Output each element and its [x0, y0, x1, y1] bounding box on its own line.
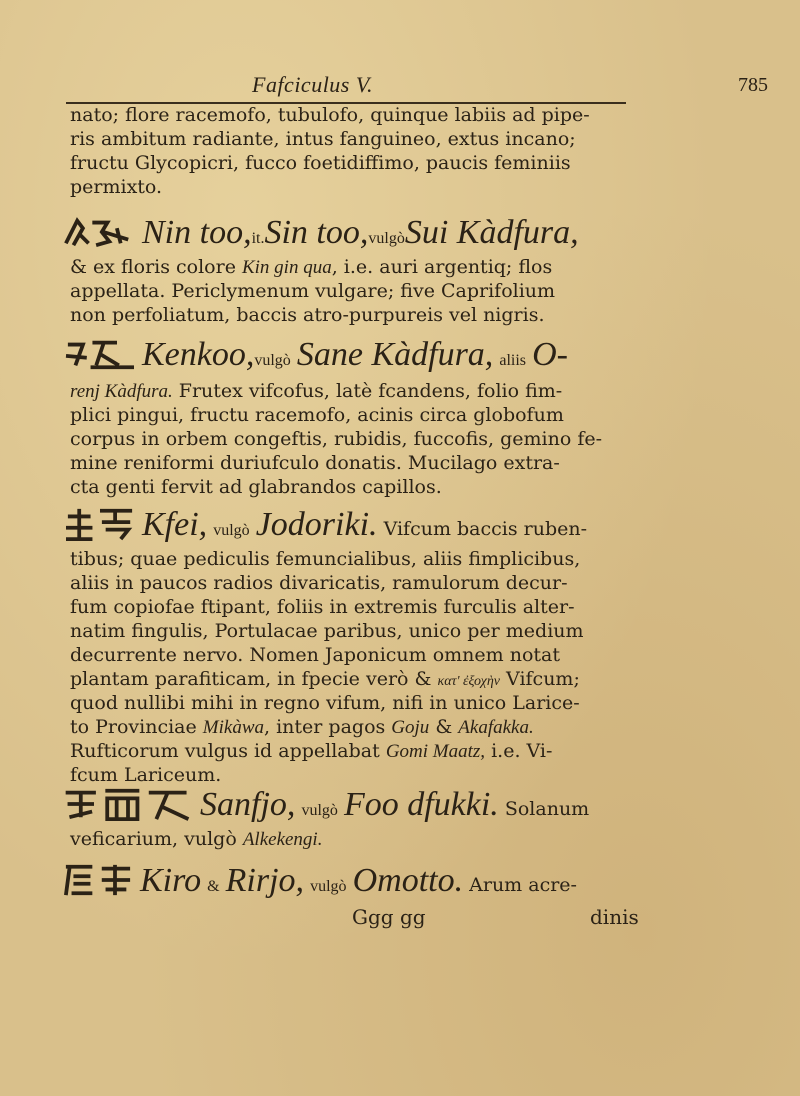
kanji-glyph-icon: [62, 507, 138, 541]
text-line: Rufticorum vulgus id appellabat Gomi Maatz, i.e. Vi-: [70, 740, 553, 762]
text-line: fum copiofae ftipant, foliis in extremis furculis alter-: [70, 596, 575, 618]
entry-heading: [60, 862, 577, 900]
entry-name: Jodoriki.: [255, 506, 378, 543]
text-line: cta genti fervit ad glabrandos capillos.: [70, 476, 442, 498]
entry-name: Nin too,: [142, 214, 252, 251]
kanji-glyph-icon: [62, 337, 138, 371]
abbrev: it.: [251, 230, 265, 247]
entry-name: Sin too,: [264, 214, 369, 251]
text-line: & ex floris colore Kin gin qua, i.e. auri argentiq; flos: [70, 256, 553, 278]
abbrev: aliis: [499, 352, 527, 369]
text-line: Solanum: [504, 798, 590, 820]
text-line: veficarium, vulgò Alkekengi.: [70, 828, 323, 850]
text-line: natim fingulis, Portulacae paribus, unico per medium: [70, 620, 584, 642]
vulgo: vulgò: [310, 878, 347, 895]
entry-heading: [62, 336, 568, 374]
abbrev: &: [207, 878, 220, 895]
entry-heading: [58, 214, 579, 252]
text-line: appellata. Periclymenum vulgare; five Caprifolium: [70, 280, 556, 302]
text-line: Vifcum baccis ruben-: [383, 518, 588, 540]
entry-name: Foo dfukki.: [343, 786, 499, 823]
entry-name: Kenkoo,: [142, 336, 255, 373]
vulgo: vulgò: [213, 522, 250, 539]
text-line: renj Kàdfura. Frutex vifcofus, latè fcandens, folio fim-: [70, 380, 563, 402]
kanji-glyph-icon: [60, 787, 196, 821]
vulgo: vulgò: [254, 352, 291, 369]
entry-name: Kiro: [140, 862, 202, 899]
vulgo: vulgò: [301, 802, 338, 819]
text-line: decurrente nervo. Nomen Japonicum omnem notat: [70, 644, 560, 666]
entry-heading: [62, 506, 587, 544]
text-line: non perfoliatum, baccis atro-purpureis vel nigris.: [70, 304, 545, 326]
catchword: dinis: [590, 905, 639, 929]
entry-name: O-: [532, 336, 568, 373]
entry-name: Sanfjo,: [200, 786, 296, 823]
text-line: plici pingui, fructu racemofo, acinis circa globofum: [70, 404, 564, 426]
text-line: ris ambitum radiante, intus fanguineo, extus incano;: [70, 128, 576, 150]
kanji-glyph-icon: [60, 863, 136, 897]
text-line: aliis in paucos radios divaricatis, ramulorum decur-: [70, 572, 568, 594]
signature-mark: Ggg gg: [352, 905, 426, 929]
entry-name: Rirjo,: [225, 862, 305, 899]
running-head: Fafciculus V.: [252, 72, 373, 97]
entry-name: Sane Kàdfura,: [296, 336, 494, 373]
text-line: fructu Glycopicri, fucco foetidiffimo, paucis feminiis: [70, 152, 571, 174]
vulgo: vulgò: [368, 230, 405, 247]
kanji-glyph-icon: [58, 215, 138, 249]
text-line: fcum Lariceum.: [70, 764, 222, 786]
text-line: tibus; quae pediculis femuncialibus, aliis fimplicibus,: [70, 548, 581, 570]
text-line: quod nullibi mihi in regno vifum, nifi in unico Larice-: [70, 692, 580, 714]
text-line: to Provinciae Mikàwa, inter pagos Goju & Akafakka.: [70, 716, 534, 738]
text-line: corpus in orbem congeftis, rubidis, fuccofis, gemino fe-: [70, 428, 603, 450]
text-line: Arum acre-: [469, 874, 577, 896]
text-line: mine reniformi duriufculo donatis. Mucilago extra-: [70, 452, 560, 474]
text-line: permixto.: [70, 176, 163, 198]
entry-heading: [60, 786, 589, 824]
entry-name: Omotto.: [352, 862, 464, 899]
text-line: nato; flore racemofo, tubulofo, quinque labiis ad pipe-: [70, 104, 590, 126]
text-line: plantam parafiticam, in fpecie verò & κατ' ἐξοχὴν Vifcum;: [70, 668, 580, 690]
page-number: 785: [738, 74, 768, 96]
entry-name: Kfei,: [142, 506, 208, 543]
entry-name: Sui Kàdfura,: [404, 214, 579, 251]
